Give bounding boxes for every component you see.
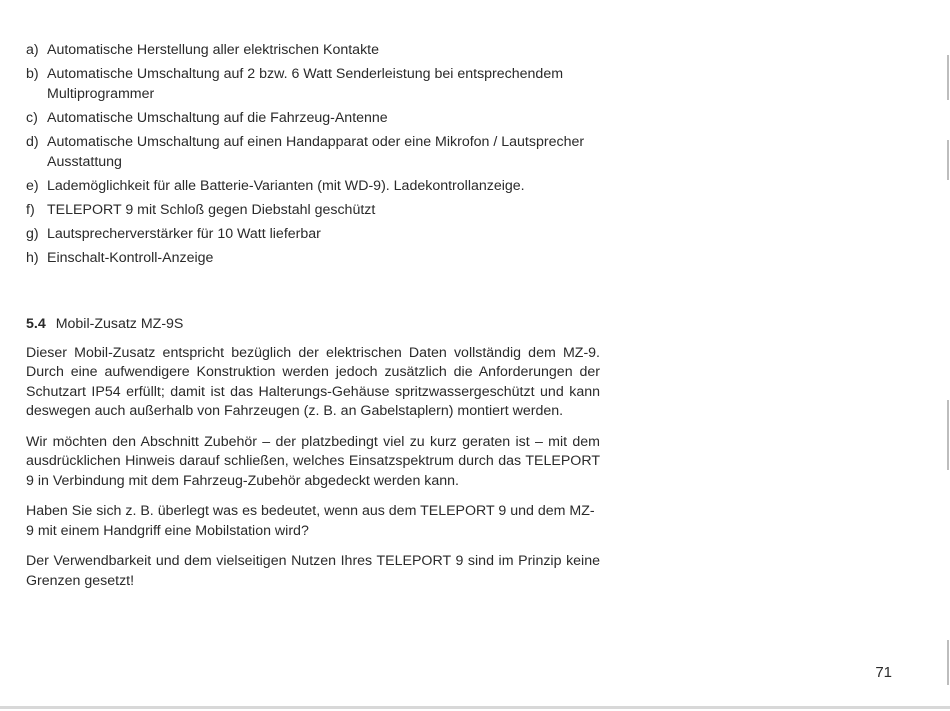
scan-edge-mark [947, 140, 949, 180]
list-item-text: Lautsprecherverstärker für 10 Watt lieferbar [47, 226, 321, 242]
list-item-text: Automatische Herstellung aller elektrischen Kontakte [47, 42, 379, 58]
list-marker: d) [26, 134, 39, 150]
page-number: 71 [875, 664, 892, 681]
list-marker: c) [26, 110, 38, 126]
list-item [26, 132, 606, 172]
list-item-text: TELEPORT 9 mit Schloß gegen Diebstahl geschützt [47, 202, 376, 218]
page-bottom-edge [0, 706, 950, 709]
paragraph: Der Verwendbarkeit und dem vielseitigen Nutzen Ihres TELEPORT 9 sind im Prinzip keine Grenzen gesetzt! [26, 553, 600, 589]
list-item-text: Lademöglichkeit für alle Batterie-Varianten (mit WD-9). Ladekontrollanzeige. [47, 178, 525, 194]
feature-list [26, 40, 606, 272]
list-item [26, 224, 606, 244]
paragraph: Wir möchten den Abschnitt Zubehör – der platzbedingt viel zu kurz geraten ist – mit dem ausdrücklichen Hinweis darauf schließen, welches Einsatzspektrum durch das TELEPORT 9 in Verbindung mit dem Fahrzeug-Zubehör abgedeckt werden kann. [26, 433, 600, 489]
list-marker: a) [26, 42, 39, 58]
list-item [26, 40, 606, 60]
list-item [26, 200, 606, 220]
list-marker: f) [26, 202, 35, 218]
section-5-4 [26, 315, 600, 602]
list-item-text: Automatische Umschaltung auf 2 bzw. 6 Watt Senderleistung bei entsprechendem Multiprogrammer [47, 66, 564, 102]
section-heading [26, 315, 600, 335]
list-item-text: Einschalt-Kontroll-Anzeige [47, 250, 214, 266]
scan-edge-mark [947, 640, 949, 685]
paragraph: Haben Sie sich z. B. überlegt was es bedeutet, wenn aus dem TELEPORT 9 und dem MZ-9 mit einem Handgriff eine Mobilstation wird? [26, 503, 595, 539]
list-marker: b) [26, 66, 39, 82]
list-item [26, 108, 606, 128]
list-marker: h) [26, 250, 39, 266]
list-marker: e) [26, 178, 39, 194]
list-marker: g) [26, 226, 39, 242]
scan-edge-mark [947, 400, 949, 470]
section-title: Mobil-Zusatz MZ-9S [55, 316, 184, 332]
section-number: 5.4 [26, 316, 46, 332]
list-item-text: Automatische Umschaltung auf die Fahrzeug-Antenne [47, 110, 388, 126]
paragraph: Dieser Mobil-Zusatz entspricht bezüglich der elektrischen Daten vollständig dem MZ-9. Durch eine aufwendigere Konstruktion werden jedoch zusätzlich die Anforderungen der Schutzart IP54 erfüllt; damit ist das Halterungs-Gehäuse spritzwassergeschützt und kann deswegen auch außerhalb von Fahrzeugen (z. B. an Gabelstaplern) montiert werden. [26, 344, 600, 419]
scan-edge-mark [947, 55, 949, 100]
list-item [26, 248, 606, 268]
list-item [26, 64, 606, 104]
list-item [26, 176, 606, 196]
list-item-text: Automatische Umschaltung auf einen Handapparat oder eine Mikrofon / Lautsprecher Ausstattung [47, 134, 585, 170]
